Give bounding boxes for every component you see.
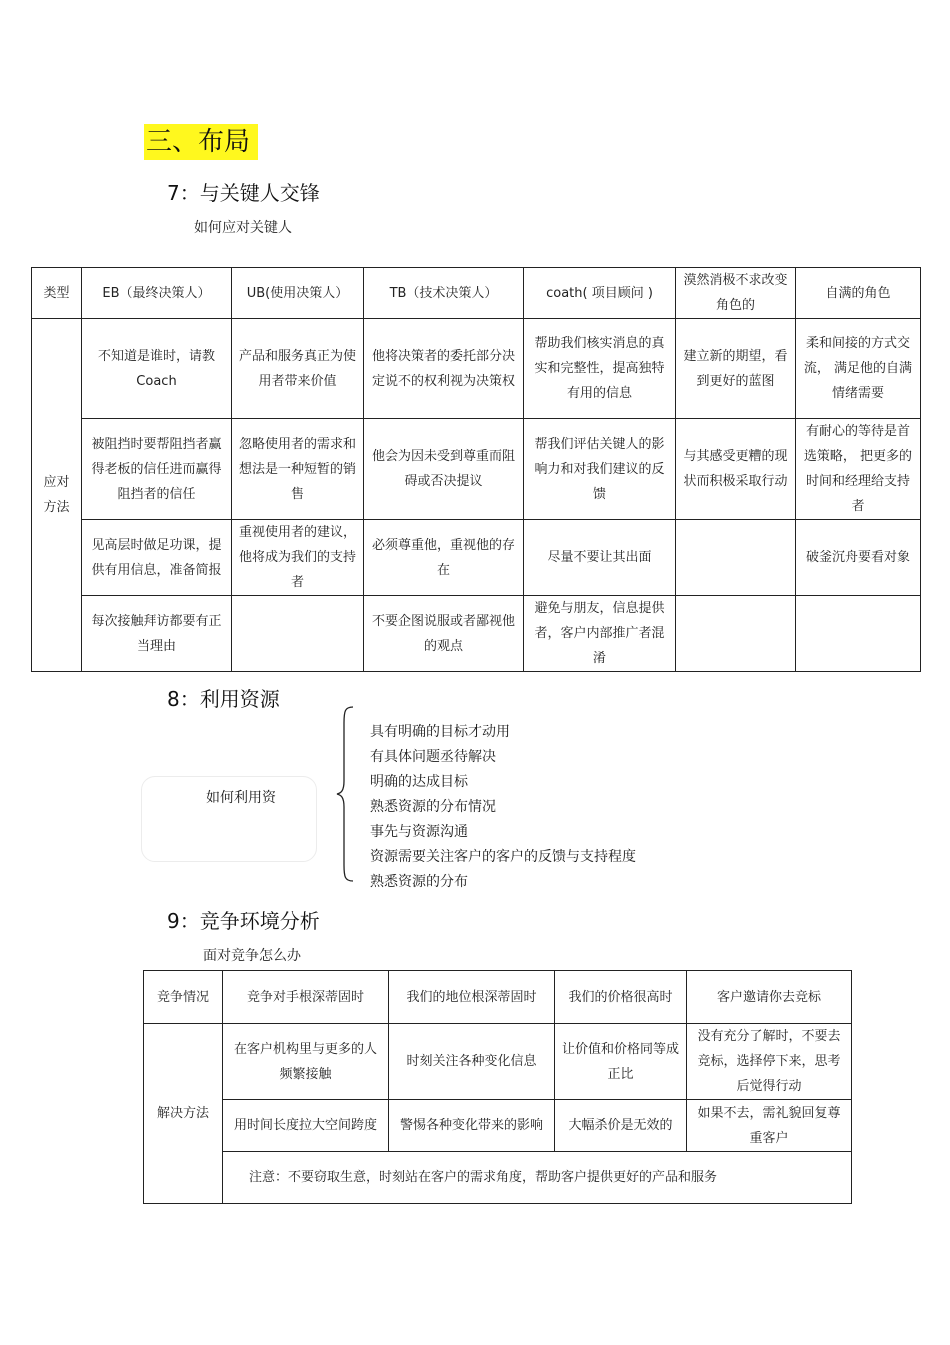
table-row xyxy=(32,319,921,419)
table-cell: 在客户机构里与更多的人频繁接触 xyxy=(223,1024,389,1100)
list-item: 具有明确的目标才动用 xyxy=(370,724,510,740)
table-cell: 不知道是谁时，请教 Coach xyxy=(82,319,232,419)
brace-icon xyxy=(335,705,357,883)
table-cell xyxy=(796,596,921,672)
table-row xyxy=(144,1024,852,1100)
header-cell: 竞争情况 xyxy=(144,971,223,1024)
table-header-row xyxy=(144,971,852,1024)
section-title: 三、布局 xyxy=(146,127,251,157)
table-cell: 忽略使用者的需求和想法是一种短暂的销售 xyxy=(232,419,364,520)
table-cell: 尽量不要让其出面 xyxy=(524,520,676,596)
table-row xyxy=(32,419,921,520)
resource-list xyxy=(370,720,636,895)
competition-table xyxy=(143,970,852,1204)
table-cell: 他会为因未受到尊重而阻碍或否决提议 xyxy=(364,419,524,520)
table-cell: 时刻关注各种变化信息 xyxy=(389,1024,555,1100)
header-cell: coath( 项目顾问 ) xyxy=(524,268,676,319)
table-cell: 必须尊重他，重视他的存在 xyxy=(364,520,524,596)
table-cell: 避免与朋友，信息提供者，客户内部推广者混淆 xyxy=(524,596,676,672)
header-cell: TB（技术决策人） xyxy=(364,268,524,319)
table-cell: 与其感受更糟的现状而积极采取行动 xyxy=(676,419,796,520)
header-cell: 我们的价格很高时 xyxy=(555,971,687,1024)
table-cell: 警惕各种变化带来的影响 xyxy=(389,1100,555,1152)
header-cell: 漠然消极不求改变角色的 xyxy=(676,268,796,319)
list-item: 明确的达成目标 xyxy=(370,774,468,790)
table-cell: 用时间长度拉大空间跨度 xyxy=(223,1100,389,1152)
table-cell: 没有充分了解时，不要去竞标，选择停下来，思考后觉得行动 xyxy=(687,1024,852,1100)
table-cell: 帮我们评估关键人的影响力和对我们建议的反馈 xyxy=(524,419,676,520)
s7-subtitle: 如何应对关键人 xyxy=(194,220,292,236)
header-cell: 我们的地位根深蒂固时 xyxy=(389,971,555,1024)
mindmap-center-label: 如何利用资 xyxy=(206,790,276,806)
row-label: 解决方法 xyxy=(144,1024,223,1204)
table-cell xyxy=(232,596,364,672)
header-cell: 自满的角色 xyxy=(796,268,921,319)
s9-heading: 9：竞争环境分析 xyxy=(167,909,320,933)
table-cell: 柔和间接的方式交流， 满足他的自满情绪需要 xyxy=(796,319,921,419)
table-cell: 帮助我们核实消息的真实和完整性，提高独特有用的信息 xyxy=(524,319,676,419)
list-item: 有具体问题丞待解决 xyxy=(370,749,496,765)
table-row xyxy=(32,520,921,596)
row-label: 应对方法 xyxy=(32,319,82,672)
table-cell xyxy=(676,596,796,672)
list-item: 熟悉资源的分布情况 xyxy=(370,799,496,815)
table-cell: 不要企图说服或者鄙视他的观点 xyxy=(364,596,524,672)
table-cell: 让价值和价格同等成正比 xyxy=(555,1024,687,1100)
table-row xyxy=(32,596,921,672)
table-cell: 建立新的期望，看到更好的蓝图 xyxy=(676,319,796,419)
s7-heading: 7：与关键人交锋 xyxy=(167,181,320,205)
s9-subtitle: 面对竞争怎么办 xyxy=(203,948,301,964)
list-item: 熟悉资源的分布 xyxy=(370,874,468,890)
table-cell: 如果不去，需礼貌回复尊重客户 xyxy=(687,1100,852,1152)
header-cell: EB（最终决策人） xyxy=(82,268,232,319)
key-person-table xyxy=(31,267,921,672)
table-cell: 有耐心的等待是首选策略， 把更多的时间和经理给支持者 xyxy=(796,419,921,520)
list-item: 资源需要关注客户的客户的反馈与支持程度 xyxy=(370,849,636,865)
note-cell: 注意：不要窃取生意，时刻站在客户的需求角度，帮助客户提供更好的产品和服务 xyxy=(223,1152,852,1204)
table-cell: 每次接触拜访都要有正当理由 xyxy=(82,596,232,672)
header-cell: UB(使用决策人） xyxy=(232,268,364,319)
list-item: 事先与资源沟通 xyxy=(370,824,468,840)
table-cell: 见高层时做足功课，提供有用信息，准备简报 xyxy=(82,520,232,596)
header-cell: 客户邀请你去竞标 xyxy=(687,971,852,1024)
table-cell: 重视使用者的建议，他将成为我们的支持者 xyxy=(232,520,364,596)
table-cell: 他将决策者的委托部分决定说不的权利视为决策权 xyxy=(364,319,524,419)
header-cell: 类型 xyxy=(32,268,82,319)
table-cell: 被阻挡时要帮阻挡者赢得老板的信任进而赢得阻挡者的信任 xyxy=(82,419,232,520)
table-header-row xyxy=(32,268,921,319)
table-cell: 大幅杀价是无效的 xyxy=(555,1100,687,1152)
table-cell: 破釜沉舟要看对象 xyxy=(796,520,921,596)
header-cell: 竞争对手根深蒂固时 xyxy=(223,971,389,1024)
s8-heading: 8：利用资源 xyxy=(167,687,280,711)
table-cell: 产品和服务真正为使用者带来价值 xyxy=(232,319,364,419)
table-cell xyxy=(676,520,796,596)
table-row xyxy=(144,1152,852,1204)
table-row xyxy=(144,1100,852,1152)
